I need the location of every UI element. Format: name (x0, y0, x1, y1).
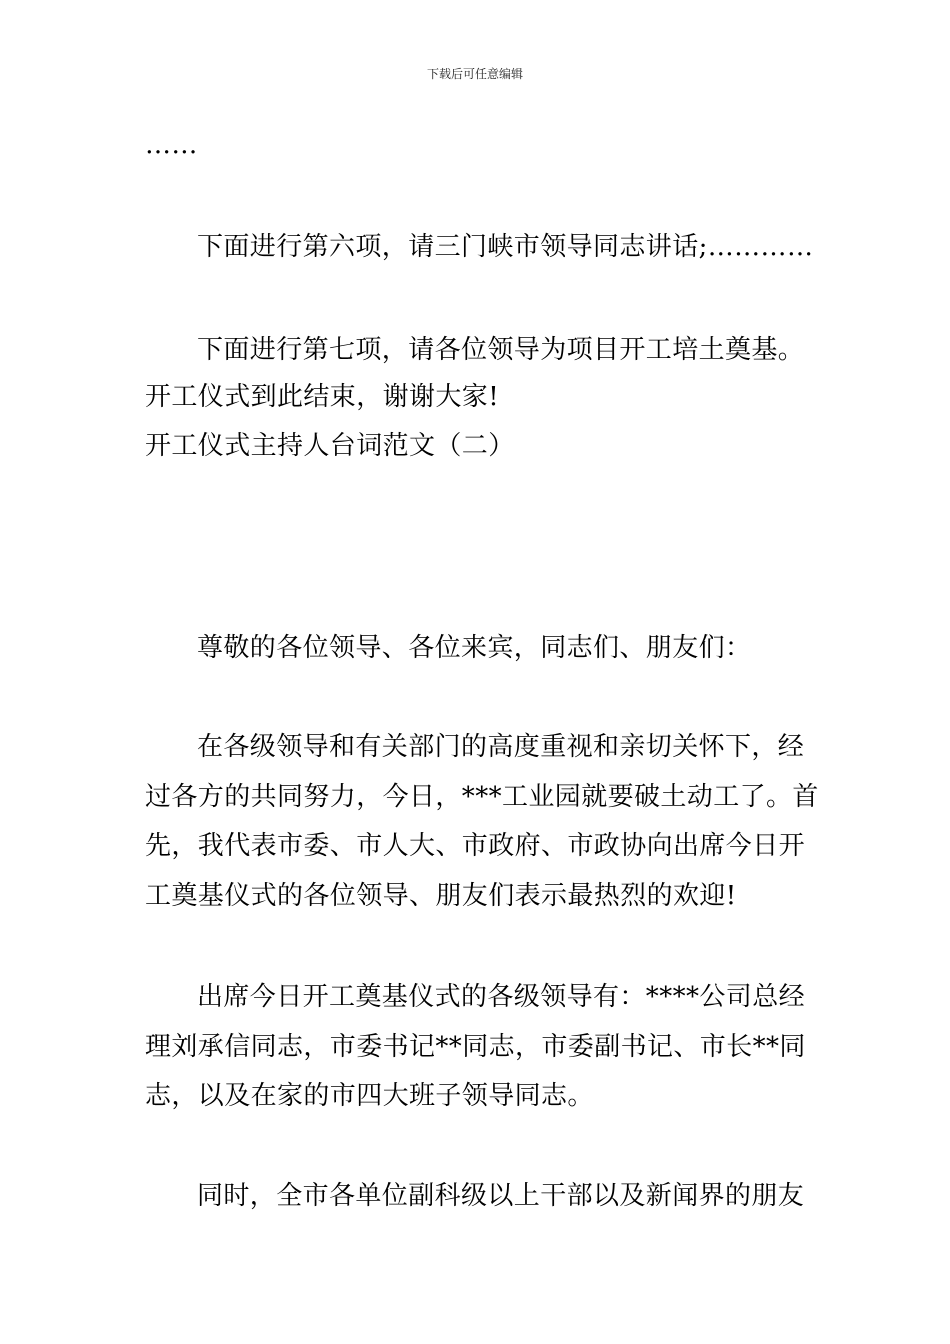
paragraph-line: 志，以及在家的市四大班子领导同志。 (145, 1081, 594, 1111)
paragraph-line: 出席今日开工奠基仪式的各级领导有：****公司总经 (197, 982, 806, 1012)
salutation-line: 尊敬的各位领导、各位来宾，同志们、朋友们： (197, 633, 752, 663)
paragraph-line: 过各方的共同努力，今日，***工业园就要破土动工了。首 (145, 782, 819, 812)
paragraph-line: 先，我代表市委、市人大、市政府、市政协向出席今日开 (145, 831, 806, 861)
paragraph-line: 在各级领导和有关部门的高度重视和亲切关怀下，经 (197, 732, 805, 762)
paragraph-line: 下面进行第七项，请各位领导为项目开工培土奠基。 (197, 335, 805, 365)
page-header: 下载后可任意编辑 (426, 67, 523, 81)
paragraph-line: 开工仪式到此结束，谢谢大家! (145, 382, 500, 412)
ellipsis-line: …… (145, 130, 198, 160)
section-title: 开工仪式主持人台词范文（二） (145, 431, 515, 461)
paragraph-line: 理刘承信同志，市委书记**同志，市委副书记、市长**同 (145, 1032, 806, 1062)
paragraph-line: 同时，全市各单位副科级以上干部以及新闻界的朋友 (197, 1181, 805, 1211)
paragraph-line: 工奠基仪式的各位领导、朋友们表示最热烈的欢迎! (145, 881, 737, 911)
paragraph-line: 下面进行第六项，请三门峡市领导同志讲话;………… (197, 232, 814, 262)
